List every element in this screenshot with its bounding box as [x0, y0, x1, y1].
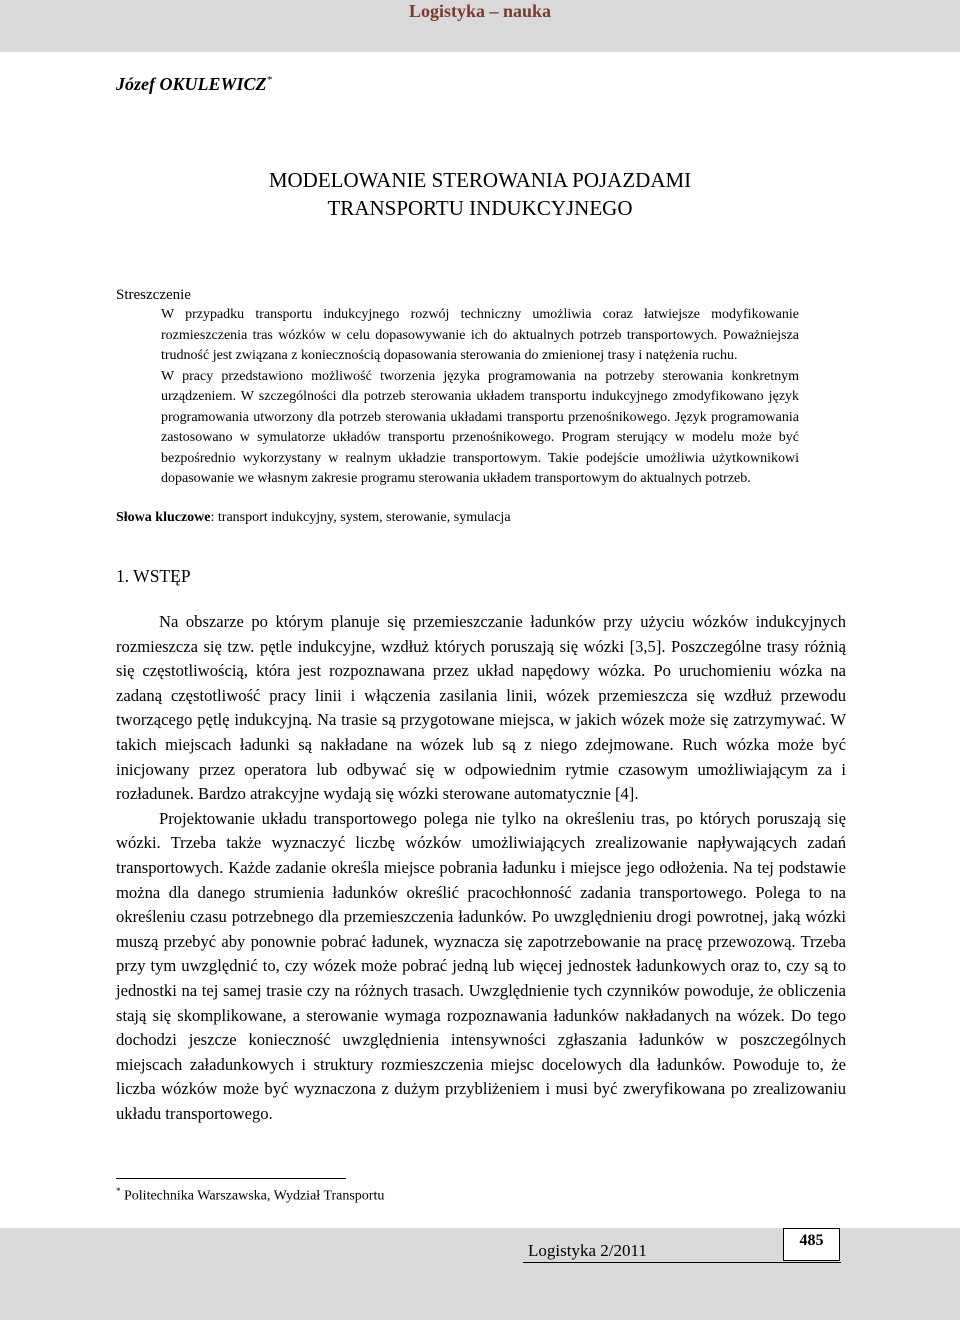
author-name-text: Józef OKULEWICZ [116, 74, 267, 94]
section-heading: 1. WSTĘP [116, 566, 191, 586]
footnote-text: Politechnika Warszawska, Wydział Transportu [124, 1188, 385, 1204]
author-footnote-mark: * [266, 74, 273, 86]
footer-rule [523, 1262, 841, 1263]
keywords-label: Słowa kluczowe [116, 510, 211, 525]
keywords-text: : transport indukcyjny, system, sterowanie, symulacja [210, 510, 511, 525]
abstract [161, 305, 799, 490]
page-number: 485 [783, 1228, 840, 1261]
footer-journal: Logistyka 2/2011 [528, 1241, 647, 1260]
footnote [116, 1186, 384, 1205]
title-line-1: MODELOWANIE STEROWANIA POJAZDAMI [268, 168, 692, 192]
abstract-label: Streszczenie [116, 287, 191, 303]
body-paragraph: Na obszarze po którym planuje się przemieszczanie ładunków przy użyciu wózków indukcyjnych rozmieszcza się tzw. pętle indukcyjne, wzdłuż których poruszają się wózki [3,5]. Poszczególne trasy różnią się częstotliwością, która jest rozpoznawana przez układ napędowy wózka. Po uruchomieniu wózka na zadaną częstotliwość pracy linii i włączenia zasilania linii, wózek przemieszcza się wzdłuż przewodu tworzącego pętlę indukcyjną. Na trasie są przygotowane miejsca, w jakich wózek może się zatrzymywać. W takich miejscach ładunki są nakładane na wózek lub są z niego zdejmowane. Ruch wózka może być inicjowany przez operatora lub odbywać się w odpowiednim rytmie czasowym umożliwiającym za i rozładunek. Bardzo atrakcyjne wydają się wózki sterowane automatycznie [4]. [116, 612, 846, 804]
keywords [116, 508, 511, 528]
body-paragraph: Projektowanie układu transportowego polega nie tylko na określeniu tras, po których poruszają się wózki. Trzeba także wyznaczyć liczbę wózków umożliwiających zrealizowanie napływających zadań transportowych. Każde zadanie określa miejsce pobrania ładunku i miejsce jego odłożenia. Na tej podstawie można dla danego strumienia ładunków określić pracochłonność zadania transportowego. Polega to na określeniu czasu potrzebnego dla przemieszczenia ładunków. Po uwzględnieniu drogi powrotnej, jaką wózki muszą przebyć aby ponownie pobrać ładunek, wyznacza się zapotrzebowanie na pracę przewozową. Trzeba przy tym uwzględnić to, czy wózek może pobrać jedną lub więcej jednostek ładunkowych oraz to, czy są to jednostki na tej samej trasie czy na różnych trasach. Uwzględnienie tych czynników powoduje, że obliczenia stają się skomplikowane, a sterowanie wymaga rozpoznawania ładunków nakładanych na wózek. Do tego dochodzi jeszcze konieczność uwzględnienia intensywności zgłaszania ładunków w poszczególnych miejscach załadunkowych i struktury rozmieszczenia miejsc docelowych dla ładunków. Powoduje to, że liczba wózków może być wyznaczona z dużym przybliżeniem i musi być zweryfikowana po zrealizowaniu układu transportowego. [116, 808, 846, 1123]
footnote-rule [116, 1178, 346, 1179]
running-header: Logistyka – nauka [408, 1, 552, 21]
title-line-2: TRANSPORTU INDUKCYJNEGO [327, 196, 633, 220]
body-text [116, 610, 846, 1126]
author-name [116, 74, 272, 95]
abstract-paragraph: W pracy przedstawiono możliwość tworzenia języka programowania na potrzeby sterowania konkretnym urządzeniem. W szczególności dla potrzeb sterowania układem transportu indukcyjnego zmodyfikowano język programowania utworzony dla potrzeb sterowania układami transportu przenośnikowego. Język programowania zastosowano w symulatorze układów transportu przenośnikowego. Program sterujący w modelu może być bezpośrednio wykorzystany w realnym układzie transportowym. Takie podejście umożliwia użytkownikowi dopasowanie we własnym zakresie programu sterowania układem transportowym do aktualnych potrzeb. [161, 368, 799, 486]
paper-title [0, 166, 960, 222]
abstract-paragraph: W przypadku transportu indukcyjnego rozwój techniczny umożliwia coraz łatwiejsze modyfikowanie rozmieszczenia tras wózków w celu dopasowywanie ich do aktualnych potrzeb transportowych. Poważniejsza trudność jest związana z koniecznością dopasowania sterowania do zmienionej trasy i natężenia ruchu. [161, 307, 799, 363]
footnote-mark: * [116, 1186, 121, 1196]
